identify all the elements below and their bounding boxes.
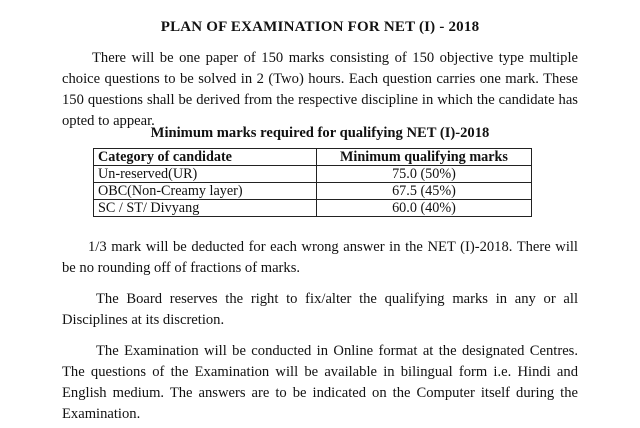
marks-cell: 60.0 (40%) — [317, 200, 532, 217]
category-cell: SC / ST/ Divyang — [94, 200, 317, 217]
negative-marking-text: 1/3 mark will be deducted for each wrong answer in the NET (I)-2018. There will be no rounding off of fractions of marks. — [62, 239, 578, 276]
page-title: PLAN OF EXAMINATION FOR NET (I) - 2018 — [160, 19, 480, 35]
board-text: The Board reserves the right to fix/alter the qualifying marks in any or all Disciplines at its discretion. — [62, 291, 578, 328]
exam-mode-text: The Examination will be conducted in Online format at the designated Centres. The questions of the Examination will be available in bilingual form i.e. Hindi and English medium. The answers are to be indicated on the Computer itself during the Examination. — [62, 343, 578, 422]
intro-text: There will be one paper of 150 marks consisting of 150 objective type multiple choice questions to be solved in 2 (Two) hours. Each question carries one mark. These 150 questions shall be derived from the respective discipline in which the candidate has opted to appear. — [62, 50, 578, 129]
table-header-row — [94, 149, 532, 166]
category-cell: Un-reserved(UR) — [94, 166, 317, 183]
exam-mode-paragraph — [62, 341, 578, 425]
table-row — [94, 200, 532, 217]
marks-cell: 67.5 (45%) — [317, 183, 532, 200]
table-caption: Minimum marks required for qualifying NET (I)-2018 — [150, 125, 490, 141]
qualifying-marks-table — [93, 148, 532, 217]
intro-paragraph — [62, 48, 578, 132]
category-cell: OBC(Non-Creamy layer) — [94, 183, 317, 200]
negative-marking-paragraph — [62, 237, 578, 279]
header-min-marks: Minimum qualifying marks — [317, 149, 532, 166]
header-category: Category of candidate — [94, 149, 317, 166]
table-row — [94, 183, 532, 200]
board-paragraph — [62, 289, 578, 331]
marks-cell: 75.0 (50%) — [317, 166, 532, 183]
table-row — [94, 166, 532, 183]
